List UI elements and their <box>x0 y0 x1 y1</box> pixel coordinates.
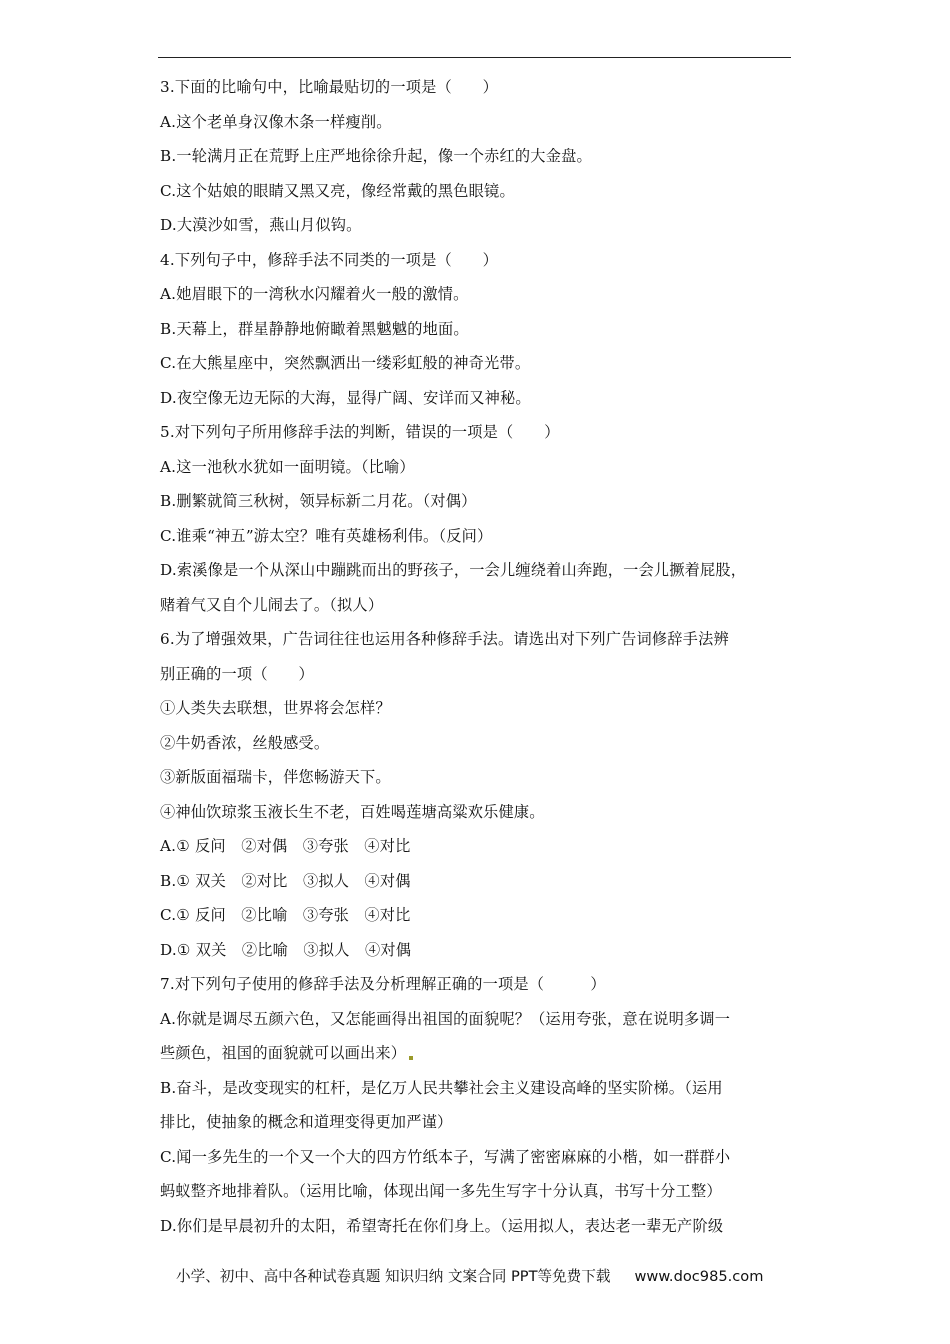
q5-option-d-line1: D.索溪像是一个从深山中蹦跳而出的野孩子，一会儿缠绕着山奔跑，一会儿撅着屁股， <box>160 561 747 579</box>
q5-option-c: C.谁乘“神五”游太空？唯有英雄杨利伟。（反问） <box>160 526 493 545</box>
header-rule <box>158 57 791 58</box>
q4-option-a: A.她眉眼下的一湾秋水闪耀着火一般的激情。 <box>160 285 469 303</box>
q6-stem-line2: 别正确的一项（ ） <box>160 664 314 683</box>
q6-ad-2: ②牛奶香浓，丝般感受。 <box>160 733 330 752</box>
q6-ad-3: ③新版面福瑞卡，伴您畅游天下。 <box>160 768 391 786</box>
q7-option-b-line1: B.奋斗，是改变现实的杠杆，是亿万人民共攀社会主义建设高峰的坚实阶梯。（运用 <box>160 1078 723 1097</box>
q3-option-b: B.一轮满月正在荒野上庄严地徐徐升起，像一个赤红的大金盘。 <box>160 147 592 165</box>
q5-option-d-line2: 赌着气又自个儿闹去了。（拟人） <box>160 595 384 614</box>
q7-option-a-line2 <box>160 1036 800 1071</box>
q5-stem: 5.对下列句子所用修辞手法的判断，错误的一项是（ ） <box>160 423 560 441</box>
q6-option-c: C.① 反问 ②比喻 ③夸张 ④对比 <box>160 906 411 924</box>
q7-option-c-line2: 蚂蚁整齐地排着队。（运用比喻，体现出闻一多先生写字十分认真，书写十分工整） <box>160 1182 722 1200</box>
q6-option-b: B.① 双关 ②对比 ③拟人 ④对偶 <box>160 871 411 890</box>
q4-option-d: D.夜空像无边无际的大海，显得广阔、安详而又神秘。 <box>160 388 531 407</box>
q6-option-a: A.① 反问 ②对偶 ③夸张 ④对比 <box>160 837 411 855</box>
q7-option-d-line1: D.你们是早晨初升的太阳，希望寄托在你们身上。（运用拟人，表达老一辈无产阶级 <box>160 1216 724 1235</box>
q3-stem: 3.下面的比喻句中，比喻最贴切的一项是（ ） <box>160 78 499 96</box>
q7-stem: 7.对下列句子使用的修辞手法及分析理解正确的一项是（ ） <box>160 975 606 993</box>
q5-option-a: A.这一池秋水犹如一面明镜。（比喻） <box>160 457 415 476</box>
question-content <box>160 70 800 1243</box>
q6-stem-line1: 6.为了增强效果，广告词往往也运用各种修辞手法。请选出对下列广告词修辞手法辨 <box>160 630 729 648</box>
footer-site-link[interactable]: www.doc985.com <box>634 1268 764 1285</box>
q4-option-c: C.在大熊星座中，突然飘洒出一缕彩虹般的神奇光带。 <box>160 354 531 372</box>
q6-option-d: D.① 双关 ②比喻 ③拟人 ④对偶 <box>160 940 412 959</box>
q3-option-a: A.这个老单身汉像木条一样瘦削。 <box>160 112 392 131</box>
q7-option-b-line2: 排比，使抽象的概念和道理变得更加严谨） <box>160 1113 453 1131</box>
page-footer <box>176 1265 763 1286</box>
q4-stem: 4.下列句子中，修辞手法不同类的一项是（ ） <box>160 250 499 269</box>
q7-option-c-line1: C.闻一多先生的一个又一个大的四方竹纸本子，写满了密密麻麻的小楷，如一群群小 <box>160 1147 731 1166</box>
marker-dot <box>409 1056 413 1060</box>
q5-option-b: B.删繁就简三秋树，领异标新二月花。（对偶） <box>160 492 477 510</box>
q4-option-b: B.天幕上，群星静静地俯瞰着黑魆魆的地面。 <box>160 319 469 338</box>
q6-ad-1: ①人类失去联想，世界将会怎样？ <box>160 699 391 717</box>
q3-option-d: D.大漠沙如雪，燕山月似钩。 <box>160 216 362 234</box>
q6-ad-4: ④神仙饮琼浆玉液长生不老，百姓喝莲塘高粱欢乐健康。 <box>160 802 545 821</box>
q7-option-a-line1: A.你就是调尽五颜六色，又怎能画得出祖国的面貌呢？（运用夸张，意在说明多调一 <box>160 1009 731 1028</box>
q3-option-c: C.这个姑娘的眼睛又黑又亮，像经常戴的黑色眼镜。 <box>160 181 515 200</box>
footer-text: 小学、初中、高中各种试卷真题 知识归纳 文案合同 PPT等免费下载 <box>176 1268 611 1285</box>
q7-option-a-line2-text: 些颜色，祖国的面貌就可以画出来） <box>160 1044 407 1062</box>
